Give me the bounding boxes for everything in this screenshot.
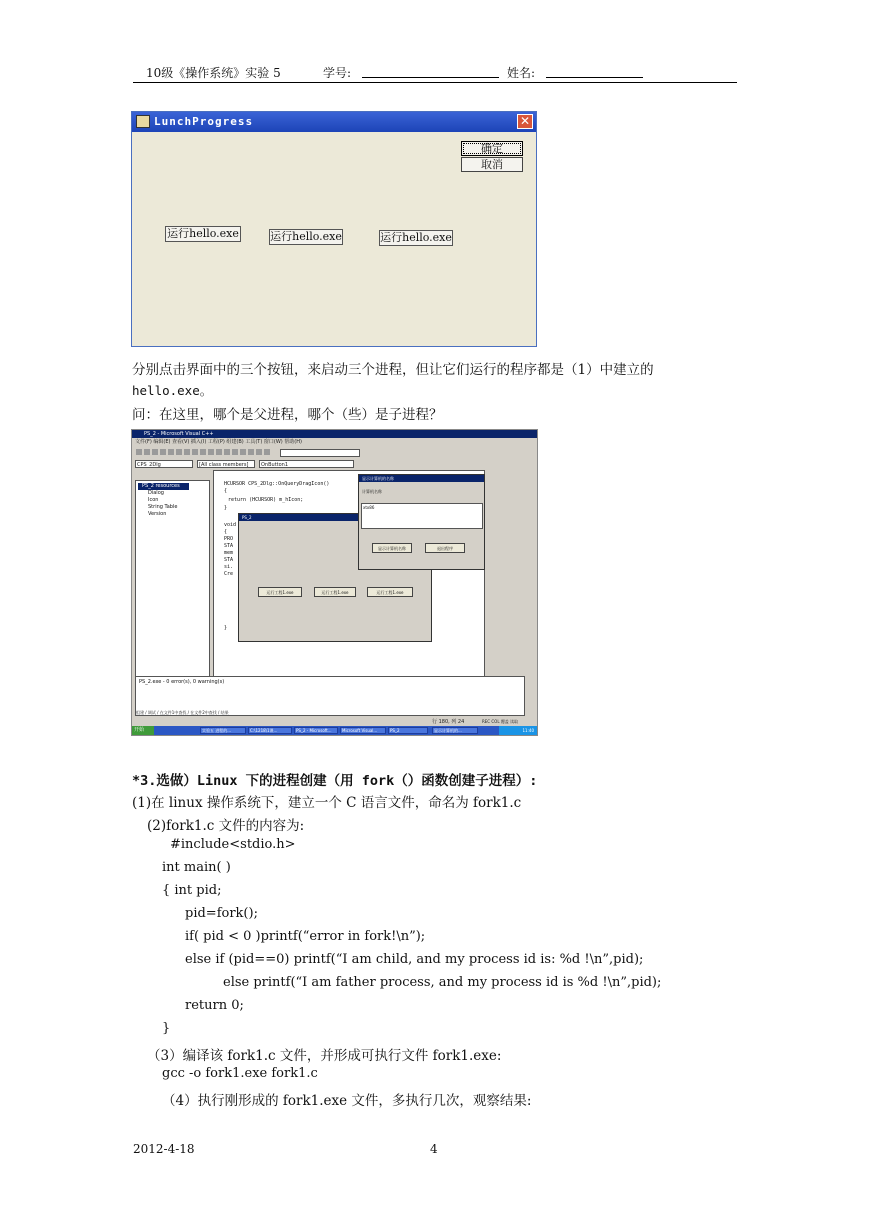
code-return: return 0;	[185, 998, 244, 1013]
page-number: 4	[430, 1142, 438, 1156]
code-line: void	[224, 522, 237, 528]
show-name-button[interactable]: 显示计算机名称	[372, 543, 412, 553]
code-close-brace: }	[162, 1021, 171, 1036]
para1-line1: 分别点击界面中的三个按钮，来启动三个进程，但让它们运行的程序都是（1）中建立的	[132, 362, 654, 378]
code-line: return (HCURSOR) m_hIcon;	[228, 497, 304, 503]
code-line: }	[224, 625, 228, 631]
name-label: 姓名:	[507, 66, 536, 80]
student-id-blank	[362, 77, 499, 78]
cancel-button[interactable]: 取消	[461, 157, 523, 172]
run-project-button-3[interactable]: 运行工程1.exe	[367, 587, 413, 597]
step-1: (1)在 linux 操作系统下，建立一个 C 语言文件，命名为 fork1.c	[132, 795, 522, 811]
ps2-dialog-title: PS_2	[239, 514, 431, 521]
run-project-button-2[interactable]: 运行工程1.exe	[314, 587, 356, 597]
taskbar-item[interactable]: PS_2 - Microsoft...	[294, 727, 338, 734]
run-hello-button-1[interactable]	[165, 226, 241, 242]
ide-toolbar-1	[132, 448, 537, 457]
members-combo[interactable]: [All class members]	[197, 460, 255, 468]
workspace-tree	[135, 480, 210, 698]
code-main: int main( )	[162, 860, 231, 875]
computer-name-field[interactable]: xtx86	[361, 503, 483, 529]
code-include: #include<stdio.h>	[170, 837, 296, 852]
taskbar-item[interactable]: 显示计算机的...	[432, 727, 478, 734]
taskbar-item[interactable]: C:\1218\1课...	[248, 727, 292, 734]
close-icon[interactable]: ✕	[517, 114, 533, 129]
code-line: {	[224, 488, 228, 494]
taskbar	[132, 726, 537, 735]
run-project-button-1[interactable]: 运行工程1.exe	[258, 587, 302, 597]
tree-item-dialog[interactable]: Dialog	[148, 490, 164, 496]
compile-command: gcc -o fork1.exe fork1.c	[162, 1066, 318, 1081]
lunchprogress-dialog	[131, 111, 537, 347]
name-blank	[546, 77, 643, 78]
student-id-label: 学号:	[323, 66, 352, 80]
build-output-text: PS_2.exe - 0 error(s), 0 warning(s)	[139, 679, 225, 685]
run-hello-label-1: 运行hello.exe	[167, 227, 239, 240]
taskbar-item[interactable]: 实验五 进程的...	[200, 727, 246, 734]
function-combo[interactable]: OnButton1	[259, 460, 354, 468]
cursor-position: 行 180, 列 24	[432, 719, 465, 725]
ide-title: PS_2 - Microsoft Visual C++	[144, 431, 214, 437]
ide-screenshot	[131, 429, 538, 736]
run-hello-label-2: 运行hello.exe	[270, 230, 342, 243]
exit-program-button[interactable]: 退出程序	[425, 543, 465, 553]
code-line: PRO	[224, 536, 234, 542]
footer-date: 2012-4-18	[133, 1142, 195, 1156]
code-else-if: else if (pid==0) printf(“I am child, and my process id is: %d !\n”,pid);	[185, 952, 644, 967]
computer-name-label: 计算机名称	[362, 489, 382, 494]
taskbar-item[interactable]: PS_2	[388, 727, 428, 734]
ok-button[interactable]: 确定	[461, 141, 523, 156]
dialog-titlebar	[132, 112, 536, 132]
app-icon	[136, 115, 150, 128]
ide-titlebar	[132, 430, 537, 438]
taskbar-item[interactable]: Microsoft Visual...	[340, 727, 386, 734]
tree-item-string-table[interactable]: String Table	[148, 504, 178, 510]
start-button[interactable]: 开始	[132, 726, 154, 735]
dialog-title: LunchProgress	[154, 115, 254, 128]
code-else: else printf(“I am father process, and my process id is %d !\n”,pid);	[223, 975, 662, 990]
code-line: }	[224, 505, 228, 511]
run-hello-label-3: 运行hello.exe	[380, 231, 452, 244]
code-line: STA	[224, 543, 234, 549]
code-open-brace: { int pid;	[162, 883, 222, 898]
tree-item-version[interactable]: Version	[148, 511, 167, 517]
tree-root[interactable]: PS_2 resources	[138, 483, 189, 490]
ide-menu: 文件(F) 编辑(E) 查看(V) 插入(I) 工程(P) 组建(B) 工具(T) 窗口(W) 帮助(H)	[135, 439, 302, 445]
step-2: (2)fork1.c 文件的内容为:	[147, 818, 305, 834]
course-title: 10级《操作系统》实验 5	[146, 66, 281, 80]
page-header	[133, 62, 737, 83]
status-flags: REC COL 覆盖 读取	[482, 719, 519, 724]
run-hello-button-2[interactable]	[269, 229, 343, 245]
taskbar-clock: 11:40	[499, 726, 537, 735]
code-line: si.	[224, 564, 234, 570]
ide-toolbar-2	[132, 459, 537, 468]
code-line: {	[224, 529, 228, 535]
code-line: HCURSOR CPS_2Dlg::OnQueryDragIcon()	[224, 481, 330, 487]
step-4: （4）执行刚形成的 fork1.exe 文件，多执行几次，观察结果:	[162, 1093, 532, 1109]
section-heading: *3.选做）Linux 下的进程创建（用 fork（）函数创建子进程）:	[132, 773, 538, 789]
tree-item-icon[interactable]: Icon	[148, 497, 159, 503]
ide-statusbar	[132, 718, 537, 726]
output-tabs[interactable]: 组建 / 调试 / 在文件1中查找 / 在文件2中查找 / 结果	[136, 710, 229, 715]
ide-menubar	[132, 438, 537, 447]
find-combo[interactable]	[280, 449, 360, 457]
code-line: STA	[224, 557, 234, 563]
code-if: if( pid < 0 )printf(“error in fork!\n”);	[185, 929, 426, 944]
computer-name-dialog	[358, 474, 485, 570]
run-hello-button-3[interactable]	[379, 230, 453, 246]
question: 问：在这里，哪个是父进程，哪个（些）是子进程？	[132, 407, 443, 423]
para1-line2: hello.exe。	[132, 383, 213, 398]
code-line: Cre	[224, 571, 234, 577]
class-combo[interactable]: CPS_2Dlg	[135, 460, 193, 468]
step-3: （3）编译该 fork1.c 文件，并形成可执行文件 fork1.exe:	[147, 1048, 502, 1064]
code-fork: pid=fork();	[185, 906, 258, 921]
code-line: mem	[224, 550, 234, 556]
computer-name-dialog-title: 显示计算机的名称	[359, 475, 484, 482]
